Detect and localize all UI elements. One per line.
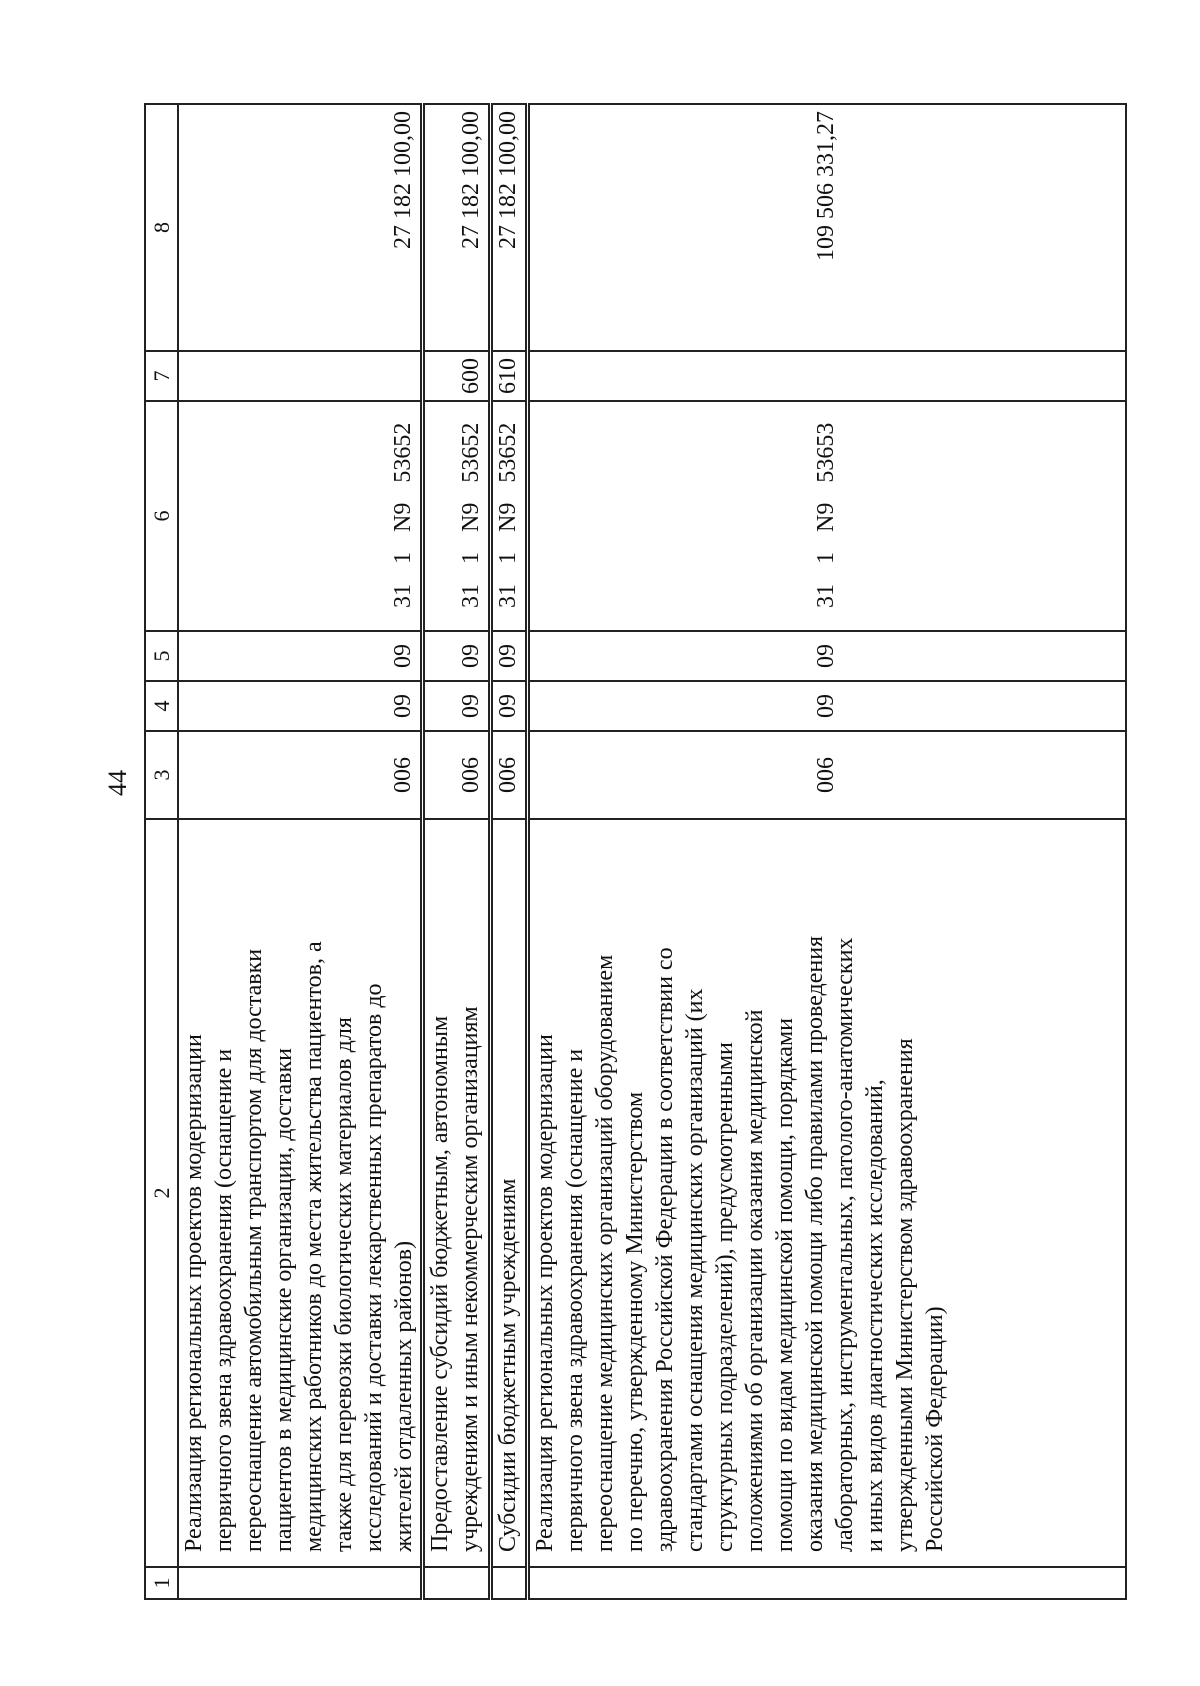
description-line: жителей отдаленных районов)	[391, 1240, 417, 1552]
header-col-3: 3	[145, 731, 178, 819]
description-line: по перечню, утвержденному Министерством	[621, 1091, 648, 1552]
header-col-5: 5	[145, 631, 178, 681]
cell-description	[527, 819, 1126, 1567]
cell-section: 09	[490, 681, 527, 731]
cell-section: 09	[178, 681, 422, 731]
header-col-7: 7	[145, 351, 178, 401]
description-line: положениями об организации оказания медицинской	[741, 1009, 768, 1552]
description-line: медицинских работников до места жительства пациентов, а	[301, 941, 327, 1552]
cell-amount: 27 182 100,00	[490, 104, 527, 351]
cell-amount: 27 182 100,00	[178, 104, 422, 351]
header-col-6: 6	[145, 401, 178, 631]
cell-amount: 27 182 100,00	[422, 104, 490, 351]
header-col-8: 8	[145, 104, 178, 351]
cell-grbs-code: 006	[178, 731, 422, 819]
cell-subsection: 09	[527, 631, 1126, 681]
cell-expense-type: 610	[490, 351, 527, 401]
description-line: учреждениям и иным некоммерческим организациям	[456, 1006, 483, 1552]
description-line: Российской Федерации)	[921, 1306, 948, 1552]
cell-description	[422, 819, 490, 1567]
cell-subsection: 09	[178, 631, 422, 681]
header-col-2: 2	[145, 819, 178, 1567]
description-line: оказания медицинской помощи либо правилами проведения	[801, 935, 828, 1552]
cell-section: 09	[527, 681, 1126, 731]
cell-expense-type	[527, 351, 1126, 401]
description-line: Реализация региональных проектов модернизации	[181, 1034, 207, 1552]
cell-expense-type: 600	[422, 351, 490, 401]
description-line: помощи по видам медицинской помощи, порядками	[771, 1018, 798, 1552]
description-line: и иных видов диагностических исследований,	[861, 1079, 888, 1552]
description-line: первичного звена здравоохранения (оснащение и	[211, 1048, 237, 1552]
cell-subsection: 09	[422, 631, 490, 681]
cell-target-article: 31 1 N9 53653	[527, 401, 1126, 631]
table-row	[178, 104, 422, 1599]
description-line: лабораторных, инструментальных, патолого-анатомических	[831, 937, 858, 1552]
description-line: стандартами оснащения медицинских организаций (их	[681, 988, 708, 1552]
cell-description	[178, 819, 422, 1567]
header-row	[145, 104, 178, 1599]
cell-col1	[178, 1567, 422, 1599]
description-line: пациентов в медицинские организации, доставки	[271, 1047, 297, 1552]
table-row	[422, 104, 490, 1599]
cell-description	[490, 819, 527, 1567]
cell-expense-type	[178, 351, 422, 401]
cell-target-article: 31 1 N9 53652	[490, 401, 527, 631]
cell-grbs-code: 006	[422, 731, 490, 819]
cell-subsection: 09	[490, 631, 527, 681]
cell-grbs-code: 006	[527, 731, 1126, 819]
description-line: здравоохранения Российской Федерации в соответствии со	[651, 947, 678, 1552]
description-line: Предоставление субсидий бюджетным, автономным	[426, 1015, 453, 1552]
cell-target-article: 31 1 N9 53652	[422, 401, 490, 631]
cell-amount: 109 506 331,27	[527, 104, 1126, 351]
description-line: первичного звена здравоохранения (оснащение и	[561, 1048, 588, 1552]
cell-grbs-code: 006	[490, 731, 527, 819]
description-line: утвержденными Министерством здравоохранения	[891, 1038, 918, 1552]
cell-col1	[422, 1567, 490, 1599]
cell-target-article: 31 1 N9 53652	[178, 401, 422, 631]
header-col-4: 4	[145, 681, 178, 731]
table-row	[527, 104, 1126, 1599]
table-row	[490, 104, 527, 1599]
page-number: 44	[103, 770, 132, 796]
budget-table	[144, 103, 1127, 1600]
cell-col1	[527, 1567, 1126, 1599]
cell-section: 09	[422, 681, 490, 731]
description-line: Субсидии бюджетным учреждениям	[494, 1178, 521, 1552]
cell-col1	[490, 1567, 527, 1599]
budget-table-frame	[144, 105, 1124, 1600]
description-line: переоснащение медицинских организаций оборудованием	[591, 954, 618, 1552]
description-line: структурных подразделений), предусмотренными	[711, 1042, 738, 1552]
description-line: Реализация региональных проектов модернизации	[531, 1034, 558, 1552]
description-line: переоснащение автомобильным транспортом для доставки	[241, 948, 267, 1552]
header-col-1: 1	[145, 1567, 178, 1599]
description-line: также для перевозки биологических материалов для	[331, 1017, 357, 1552]
description-line: исследований и доставки лекарственных препаратов до	[361, 983, 387, 1552]
